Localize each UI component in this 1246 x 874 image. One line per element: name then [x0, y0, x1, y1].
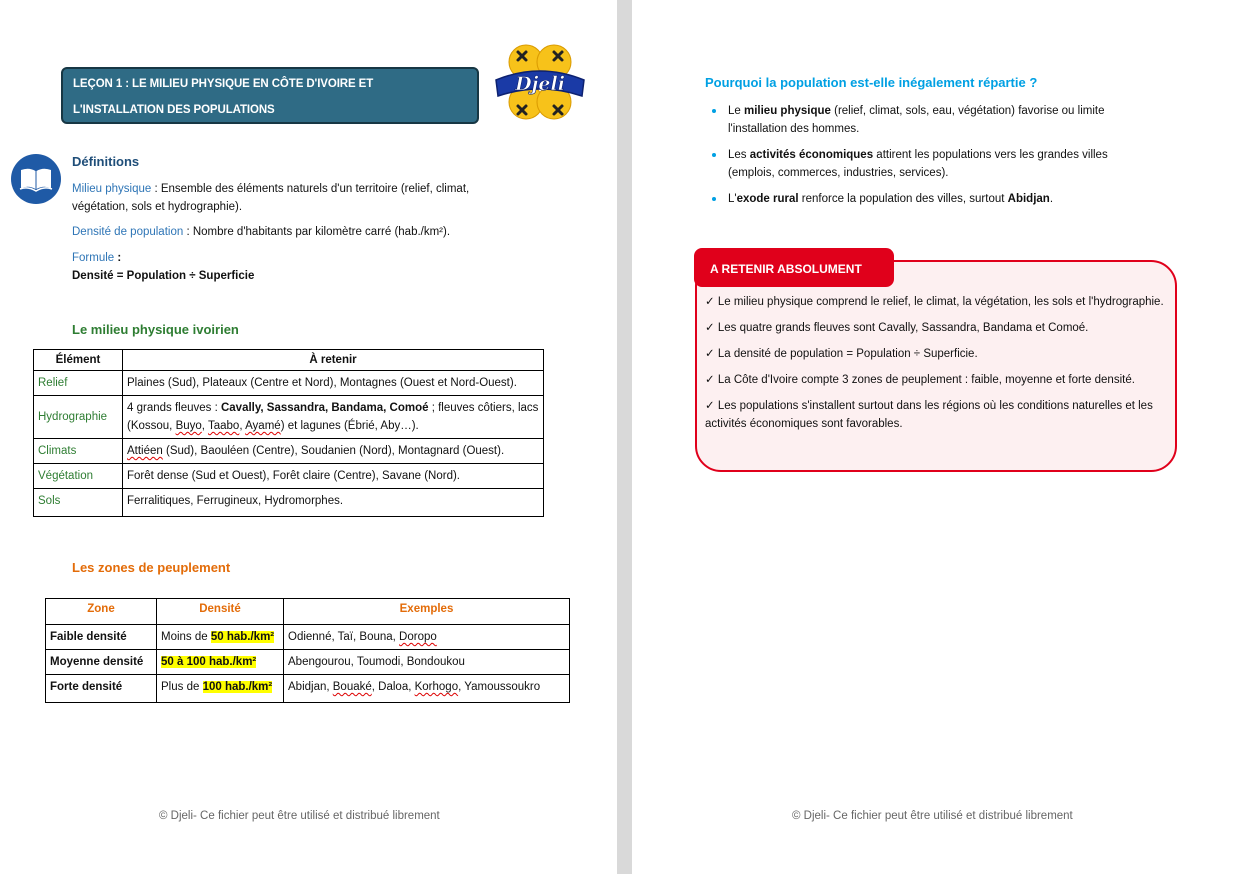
- definition-text: : Ensemble des éléments naturels d'un territoire (relief, climat, végétation, sols et hydrographie).: [72, 183, 470, 213]
- reasons-list: [728, 102, 1148, 216]
- cell-element: Relief: [34, 371, 123, 396]
- retenir-item: ✓ Le milieu physique comprend le relief, le climat, la végétation, les sols et l'hydrographie.: [705, 296, 1164, 308]
- highlight-value: 50 hab./km²: [210, 631, 275, 643]
- doropo: Doropo: [399, 631, 437, 643]
- highlight-value: 100 hab./km²: [202, 681, 273, 693]
- cell-element: Végétation: [34, 464, 123, 489]
- table-row: [34, 371, 544, 396]
- milieu-heading: Le milieu physique ivoirien: [72, 322, 239, 337]
- col-zone: Zone: [46, 599, 157, 625]
- bold-term: milieu physique: [744, 105, 831, 117]
- list-item: [728, 102, 1148, 138]
- bouake: Bouaké: [332, 681, 372, 693]
- zones-table: [45, 598, 570, 703]
- formula-colon: :: [114, 252, 122, 264]
- cell-text: Plaines (Sud), Plateaux (Centre et Nord), Montagnes (Ouest et Nord-Ouest).: [123, 371, 544, 396]
- retenir-item: ✓ Les quatre grands fleuves sont Cavally, Sassandra, Bandama et Comoé.: [705, 322, 1089, 334]
- text: ,: [239, 420, 246, 432]
- cell-exemples: [284, 675, 570, 703]
- cell-exemples: [284, 625, 570, 650]
- lac-buyo: Buyo: [175, 420, 202, 432]
- bold-term: Abidjan: [1007, 193, 1050, 205]
- definition-densite: [72, 223, 512, 241]
- table-header-row: [34, 350, 544, 371]
- formula-block: [72, 249, 512, 285]
- footer-right: © Djeli- Ce fichier peut être utilisé et distribué librement: [792, 810, 1073, 822]
- term-milieu-physique: Milieu physique: [72, 183, 152, 195]
- text: Les: [728, 149, 750, 161]
- logo-text: Djeli: [515, 73, 565, 95]
- col-element: Élément: [34, 350, 123, 371]
- milieu-table: [33, 349, 544, 517]
- cell-element: Sols: [34, 489, 123, 517]
- table-row: [34, 464, 544, 489]
- djeli-logo: [490, 40, 590, 124]
- list-item: [728, 190, 1148, 208]
- cell-text: Forêt dense (Sud et Ouest), Forêt claire (Centre), Savane (Nord).: [123, 464, 544, 489]
- text: ,: [201, 420, 208, 432]
- definition-text: : Nombre d'habitants par kilomètre carré (hab./km²).: [183, 226, 451, 238]
- highlight-value: 50 à 100 hab./km²: [161, 656, 257, 668]
- cell-densite: [157, 650, 284, 675]
- retenir-title: A RETENIR ABSOLUMENT: [694, 248, 894, 287]
- text: Abidjan,: [288, 681, 333, 693]
- cell-densite: [157, 675, 284, 703]
- text: ; fleuves côtiers, lacs (Kossou,: [127, 402, 539, 432]
- text: , Yamoussoukro: [458, 681, 541, 693]
- formula: Densité = Population ÷ Superficie: [72, 270, 255, 282]
- list-item: [728, 146, 1148, 182]
- table-row: [34, 396, 544, 439]
- retenir-item: ✓ La Côte d'Ivoire compte 3 zones de peuplement : faible, moyenne et forte densité.: [705, 374, 1135, 386]
- lac-ayame: Ayamé: [245, 420, 281, 432]
- text: 4 grands fleuves :: [127, 402, 221, 414]
- table-row: [46, 625, 570, 650]
- definitions-heading: Définitions: [72, 154, 140, 169]
- retenir-list: [705, 293, 1167, 441]
- table-header-row: [46, 599, 570, 625]
- cell-zone: Moyenne densité: [46, 650, 157, 675]
- text: Moins de: [161, 631, 211, 643]
- cell-element: Hydrographie: [34, 396, 123, 439]
- formula-term: Formule: [72, 252, 115, 264]
- text: Plus de: [161, 681, 203, 693]
- lesson-title: LEÇON 1 : LE MILIEU PHYSIQUE EN CÔTE D'IVOIRE ET L'INSTALLATION DES POPULATIONS: [61, 67, 479, 124]
- col-exemples: Exemples: [284, 599, 570, 625]
- attieen: Attiéen: [127, 445, 163, 457]
- cell-densite: [157, 625, 284, 650]
- retenir-item: ✓ Les populations s'installent surtout dans les régions où les conditions naturelles et les activités économiques sont favorables.: [705, 400, 1153, 430]
- question-heading: Pourquoi la population est-elle inégalement répartie ?: [705, 75, 1038, 90]
- text: Odienné, Taï, Bouna,: [288, 631, 400, 643]
- table-row: [34, 439, 544, 464]
- text: Le: [728, 105, 744, 117]
- cell-text: [123, 439, 544, 464]
- zones-heading: Les zones de peuplement: [72, 560, 231, 575]
- text: (Sud), Baouléen (Centre), Soudanien (Nord), Montagnard (Ouest).: [162, 445, 505, 457]
- col-densite: Densité: [157, 599, 284, 625]
- cell-text: [123, 396, 544, 439]
- fleuves: Cavally, Sassandra, Bandama, Comoé: [220, 402, 429, 414]
- bold-term: activités économiques: [749, 149, 874, 161]
- text: (relief, climat, sols, eau, végétation) favorise ou limite l'installation des hommes.: [728, 105, 1105, 135]
- term-densite: Densité de population: [72, 226, 184, 238]
- page-right: [632, 0, 1246, 874]
- table-row: [46, 650, 570, 675]
- table-row: [46, 675, 570, 703]
- cell-text: Ferralitiques, Ferrugineux, Hydromorphes.: [123, 489, 544, 517]
- definition-milieu-physique: [72, 180, 512, 216]
- cell-element: Climats: [34, 439, 123, 464]
- text: attirent les populations vers les grandes villes (emplois, commerces, industries, services).: [728, 149, 1108, 179]
- book-icon: [11, 154, 61, 204]
- cell-exemples: Abengourou, Toumodi, Bondoukou: [284, 650, 570, 675]
- col-a-retenir: À retenir: [123, 350, 544, 371]
- cell-zone: Faible densité: [46, 625, 157, 650]
- lac-taabo: Taabo: [207, 420, 240, 432]
- text: L': [728, 193, 737, 205]
- table-row: [34, 489, 544, 517]
- page-left: [0, 0, 617, 874]
- bold-term: exode rural: [736, 193, 799, 205]
- footer-left: © Djeli- Ce fichier peut être utilisé et distribué librement: [159, 810, 440, 822]
- text: , Daloa,: [371, 681, 415, 693]
- text: ) et lagunes (Ébrié, Aby…).: [280, 420, 419, 432]
- cell-zone: Forte densité: [46, 675, 157, 703]
- text: .: [1049, 193, 1054, 205]
- korhogo: Korhogo: [414, 681, 459, 693]
- retenir-item: ✓ La densité de population = Population ÷ Superficie.: [705, 348, 978, 360]
- text: renforce la population des villes, surtout: [798, 193, 1008, 205]
